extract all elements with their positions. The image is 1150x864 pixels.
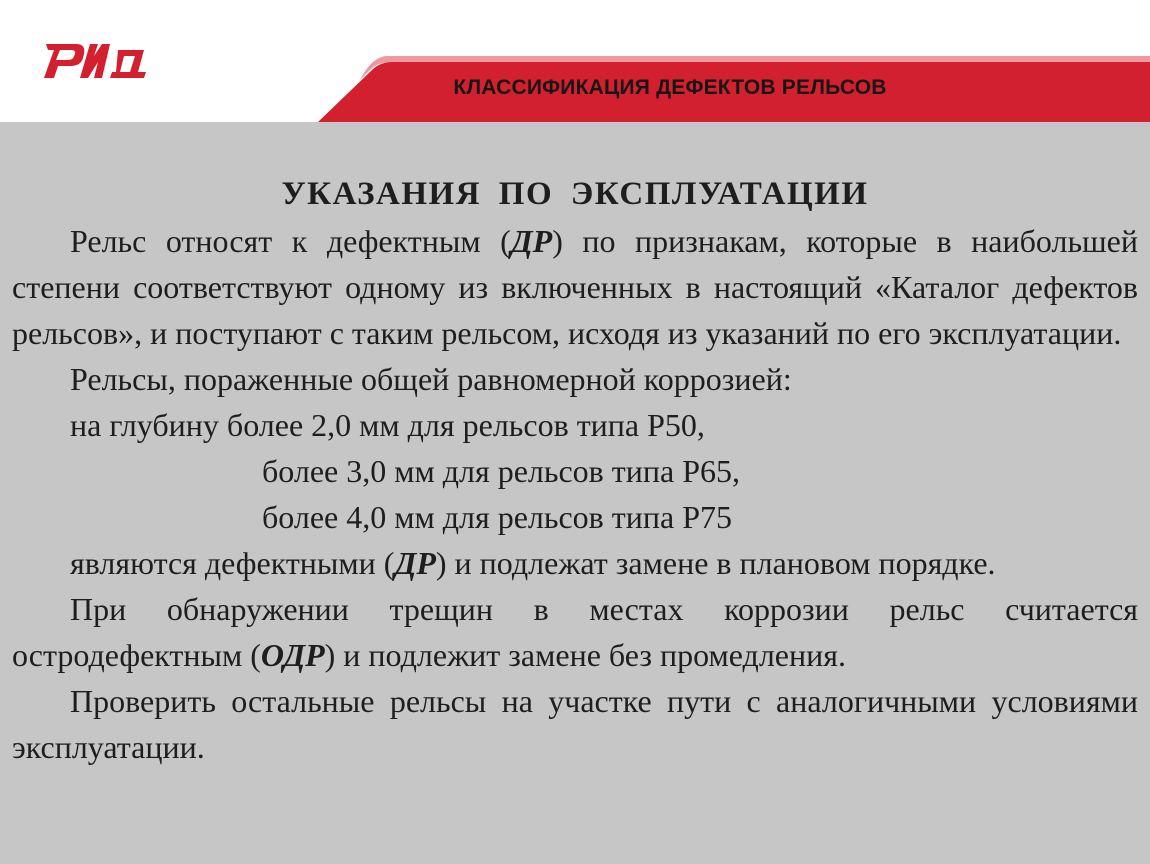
paragraph-5: Проверить остальные рельсы на участке пути с аналогичными условиями эксплуатации. <box>12 683 1138 765</box>
document-body <box>12 170 1138 770</box>
paragraph-3: являются дефектными (ДР) и подлежат замене в плановом порядке. <box>70 545 996 581</box>
header-title: КЛАССИФИКАЦИЯ ДЕФЕКТОВ РЕЛЬСОВ <box>453 76 887 99</box>
paragraph-2: Рельсы, пораженные общей равномерной коррозией: <box>70 361 792 397</box>
paragraph-1: Рельс относят к дефектным (ДР) по признакам, которые в наибольшей степени соответствуют одному из включенных в настоящий «Каталог дефектов рельсов», и поступают с таким рельсом, исходя из указаний по его эксплуатации. <box>12 223 1139 351</box>
abbr-dr-2: ДР <box>394 545 436 581</box>
abbr-odr: ОДР <box>260 637 325 673</box>
corrosion-line-r65: более 3,0 мм для рельсов типа Р65, <box>262 453 741 489</box>
rzd-logo <box>40 36 152 80</box>
corrosion-line-r50: на глубину более 2,0 мм для рельсов типа Р50, <box>70 407 705 443</box>
header <box>0 0 1150 122</box>
corrosion-line-r75: более 4,0 мм для рельсов типа Р75 <box>262 499 733 535</box>
abbr-dr: ДР <box>510 223 553 259</box>
paragraph-4: При обнаружении трещин в местах коррозии рельс считается остродефектным (ОДР) и подлежит замене без промедления. <box>12 591 1138 673</box>
section-title: УКАЗАНИЯ ПО ЭКСПЛУАТАЦИИ <box>281 176 869 212</box>
header-banner <box>0 0 1150 122</box>
